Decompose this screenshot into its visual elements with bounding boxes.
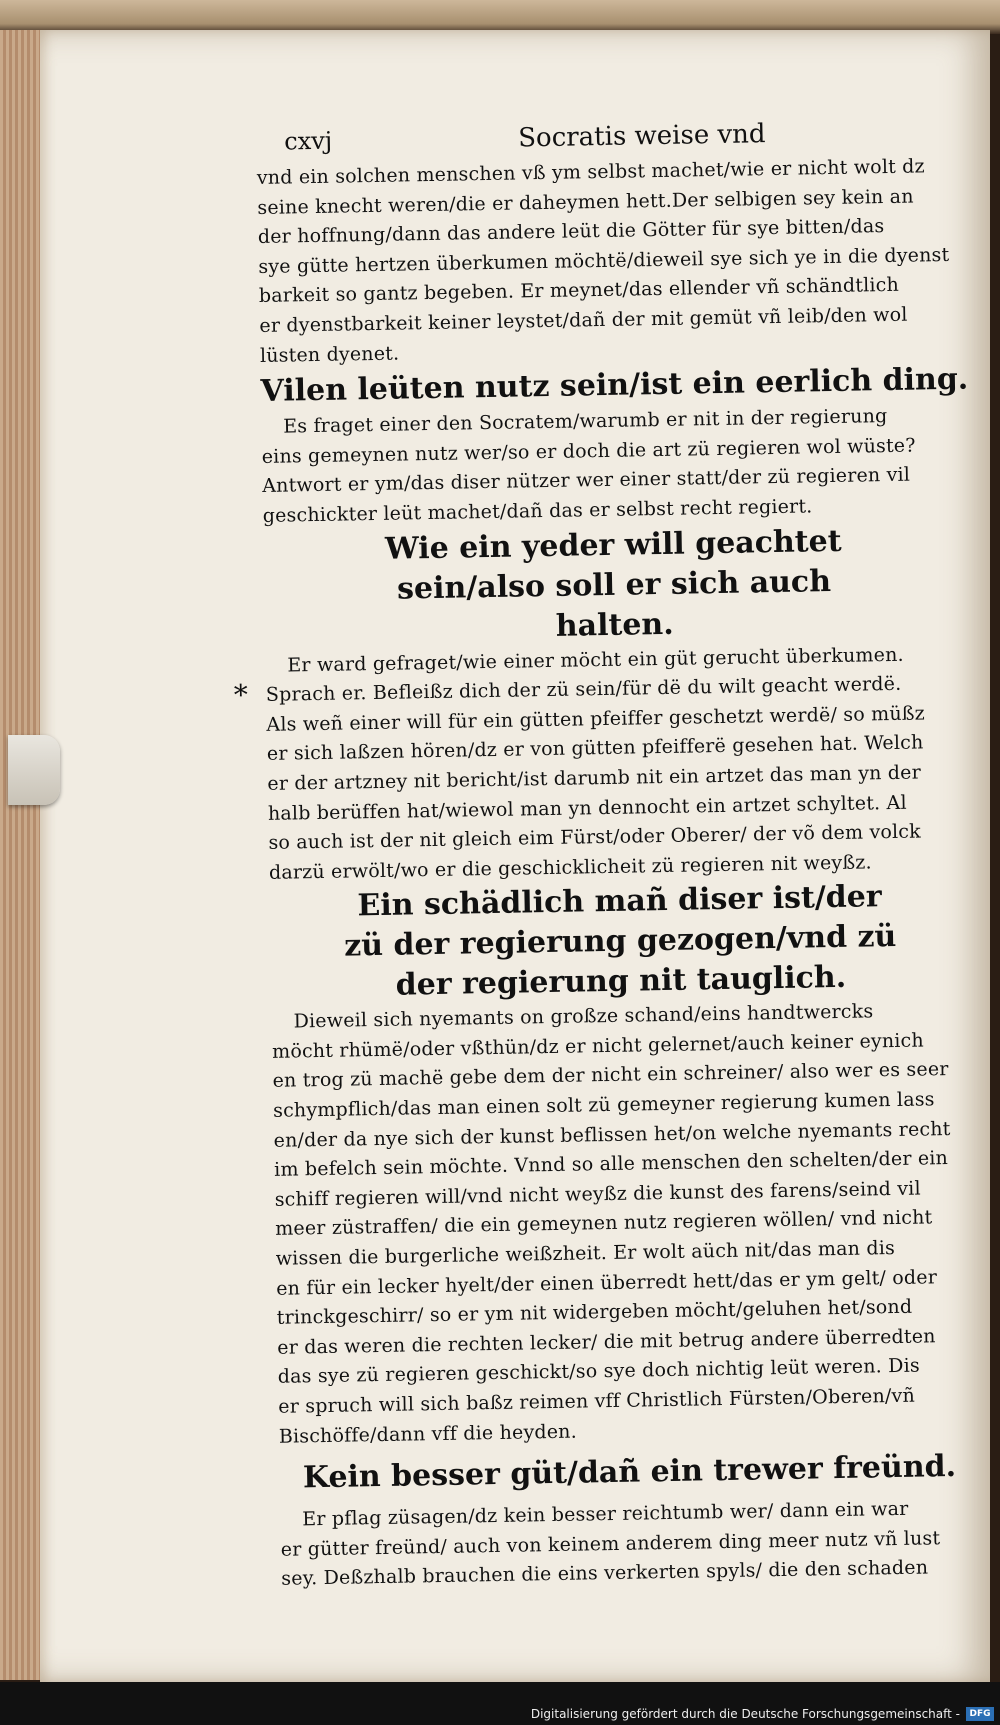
text-line: sye gütte hertzen überkumen möchtë/dieweil sye sich ye in die dyenst: [258, 243, 950, 278]
text-line: halb berüffen hat/wiewol man yn dennocht ein artzet schyltet. Al: [267, 791, 907, 825]
text-line: er dyenstbarkeit keiner leystet/dañ der mit gemüt vñ leib/den wol: [259, 303, 908, 337]
text-line: en für ein lecker hyelt/der einen überredt hett/das er ym gelt/ oder: [276, 1265, 938, 1300]
text-line: sey. Deßzhalb brauchen die eins verkerten spyls/ die den schaden: [281, 1556, 929, 1591]
text-line: möcht rhümë/oder vßthün/dz er nicht gelernet/auch keiner eynich: [271, 1029, 925, 1063]
text-line: eins gemeynen nutz wer/so er doch die art zü regieren wol wüste?: [261, 434, 916, 468]
text-line: meer züstraffen/ die ein gemeynen nutz regieren wöllen/ vnd nicht: [275, 1206, 933, 1241]
text-line: barkeit so gantz begeben. Er meynet/das ellender vñ schändtlich: [258, 274, 900, 308]
section-heading: Kein besser güt/dañ ein trewer freünd.: [302, 1449, 957, 1496]
page-text-block: [233, 116, 981, 1595]
section-heading: Vilen leüten nutz sein/ist ein eerlich ding.: [260, 361, 969, 410]
text-line: trinckgeschirr/ so er ym nit widergeben möcht/geluhen het/sond: [276, 1295, 913, 1330]
text-line: schympflich/das man einen solt zü gemeyner regierung kumen lass: [272, 1088, 935, 1122]
text-line: er gütter freünd/ auch von keinem anderem ding meer nutz vñ lust: [280, 1527, 941, 1561]
text-line: der hoffnung/dann das andere leüt die Götter für sye bitten/das: [257, 215, 885, 249]
text-line: en/der da nye sich der kunst beflissen het/on welche nyemants recht: [273, 1117, 951, 1152]
page-holder-clip: [8, 735, 60, 805]
text-line: so auch ist der nit gleich eim Fürst/oder Oberer/ der võ dem volck: [268, 820, 922, 854]
text-line: er der artzney nit bericht/ist darumb nit ein artzet das man yn der: [267, 761, 922, 795]
text-line: en trog zü machë gebe dem der nicht ein schreiner/ also wer es seer: [272, 1058, 949, 1093]
text-line: seine knecht weren/die er daheymen hett.Der selbigen sey kein an: [257, 185, 914, 219]
text-line: er spruch will sich baßz reimen vff Christlich Fürsten/Oberen/vñ: [278, 1384, 916, 1418]
text-line: Antwort er ym/das diser nützer wer einer statt/der zü regieren vil: [262, 463, 911, 498]
footer-band: [0, 1682, 1000, 1725]
text-line: Bischöffe/dann vff die heyden.: [278, 1420, 578, 1448]
text-line: Sprach er. Befleißz dich der zü sein/für dë du wilt geacht werdë.: [265, 672, 902, 707]
text-line: im befelch sein möchte. Vnnd so alle menschen den schelten/der ein: [273, 1147, 949, 1182]
funding-notice: Digitalisierung gefördert durch die Deutsche Forschungsgemeinschaft -: [530, 1707, 960, 1721]
text-line: er das weren die rechten lecker/ die mit betrug andere überredten: [277, 1325, 936, 1359]
text-line: das sye zü regieren geschickt/so sye doch nichtig leüt weren. Dis: [277, 1355, 921, 1389]
text-line: wissen die burgerliche weißzheit. Er wolt aüch nit/das man dis: [275, 1237, 896, 1270]
text-line: Es fraget einer den Socratem/warumb er nit in der regierung: [283, 405, 888, 438]
text-line: Er pflag züsagen/dz kein besser reichtumb wer/ dann ein war: [302, 1498, 909, 1531]
text-line: lüsten dyenet.: [259, 342, 400, 367]
text-line: vnd ein solchen menschen vß ym selbst machet/wie er nicht wolt dz: [256, 155, 925, 189]
book-top-edge: [0, 0, 1000, 34]
section-heading: Wie ein yeder will geachtet sein/also soll er sich auch halten.: [384, 523, 842, 644]
dfg-logo: DFG: [966, 1707, 994, 1721]
text-line: Dieweil sich nyemants on großze schand/eins handtwercks: [293, 1000, 874, 1033]
text-line: Als weñ einer will für ein gütten pfeiffer geschetzt werdë/ so müßz: [266, 702, 926, 736]
margin-asterisk: *: [233, 677, 249, 712]
text-line: geschickter leüt machet/dañ das er selbst recht regiert.: [262, 495, 813, 527]
text-line: schiff regieren will/vnd nicht weyßz die kunst des farens/seind vil: [274, 1177, 921, 1211]
folio-number: cxvj: [283, 126, 333, 156]
text-line: Er ward gefraget/wie einer möcht ein güt gerucht überkumen.: [287, 643, 904, 677]
text-line: darzü erwölt/wo er die geschicklicheit zü regieren nit weyßz.: [268, 851, 872, 884]
text-line: er sich laßzen hören/dz er von gütten pfeifferë gesehen hat. Welch: [266, 731, 924, 766]
running-title: Socratis weise vnd: [517, 119, 766, 154]
section-heading: Ein schädlich mañ diser ist/der zü der regierung gezogen/vnd zü der regierung nit tauglich.: [343, 879, 897, 1003]
